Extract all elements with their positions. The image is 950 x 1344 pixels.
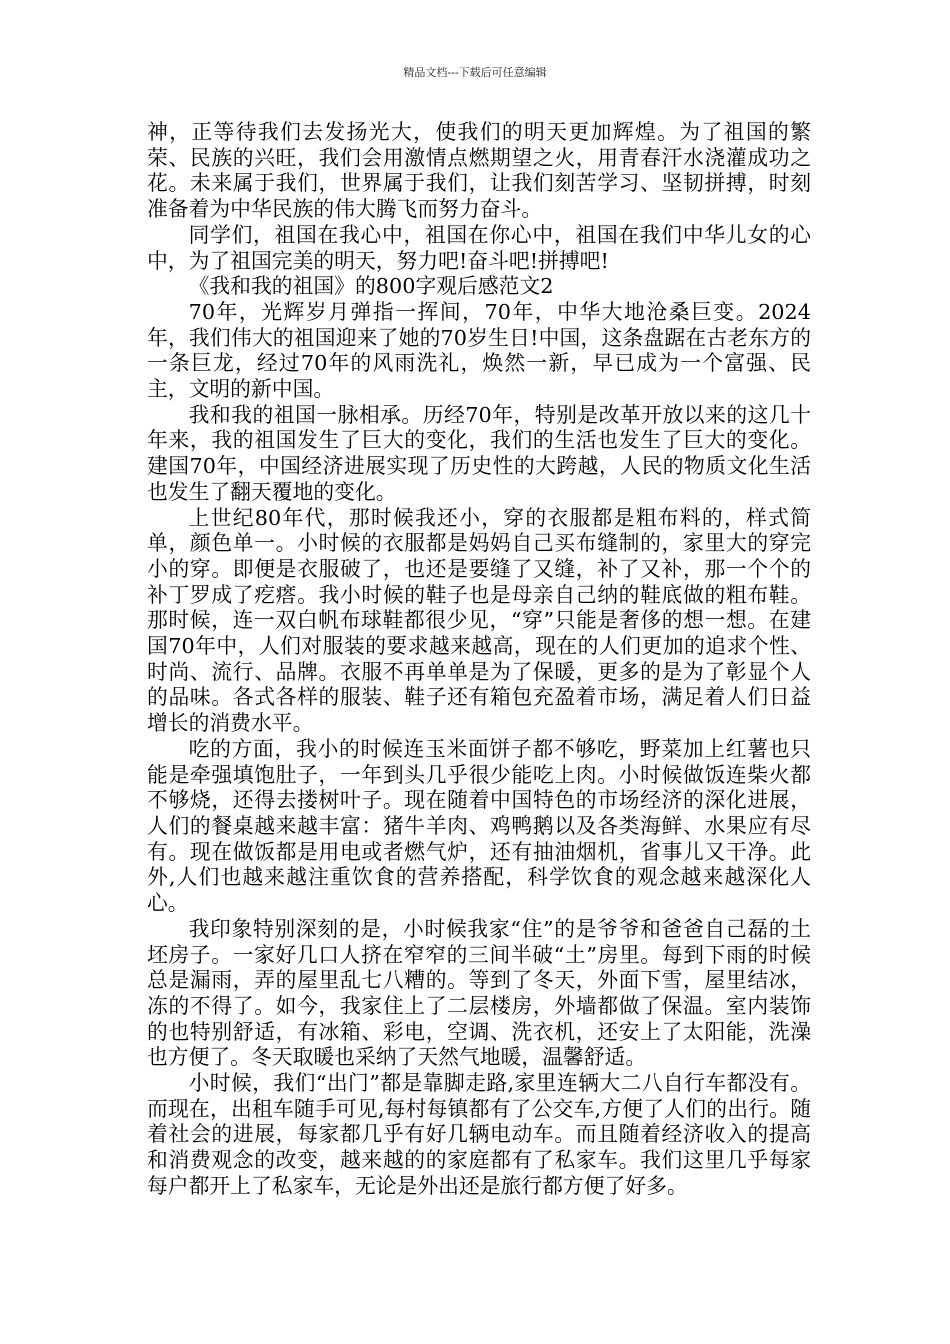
paragraph-6: 吃的方面，我小的时候连玉米面饼子都不够吃，野菜加上红薯也只能是牵强填饱肚子，一年到头几乎很少能吃上肉。小时候做饭连柴火都不够烧，还得去搂树叶子。现在随着中国特色的市场经济的深化进展，人们的餐桌越来越丰富：猪牛羊肉、鸡鸭鹅以及各类海鲜、水果应有尽有。现在做饭都是用电或者燃气炉，还有抽油烟机，省事儿又干净。此外,人们也越来越注重饮食的营养搭配，科学饮食的观念越来越深化人心。 (147, 736, 811, 916)
document-body (147, 120, 811, 1200)
paragraph-1: 神，正等待我们去发扬光大，使我们的明天更加辉煌。为了祖国的繁荣、民族的兴旺，我们会用激情点燃期望之火，用青春汗水浇灌成功之花。未来属于我们，世界属于我们，让我们刻苦学习、坚韧拼搏，时刻准备着为中华民族的伟大腾飞而努力奋斗。 (147, 120, 811, 222)
paragraph-5: 上世纪80年代，那时候我还小，穿的衣服都是粗布料的，样式简单，颜色单一。小时候的衣服都是妈妈自己买布缝制的，家里大的穿完小的穿。即便是衣服破了，也还是要缝了又缝，补了又补，那一个个的补丁罗成了疙瘩。我小时候的鞋子也是母亲自己纳的鞋底做的粗布鞋。那时候，连一双白帆布球鞋都很少见，“穿”只能是奢侈的想一想。在建国70年中，人们对服装的要求越来越高，现在的人们更加的追求个性、时尚、流行、品牌。衣服不再单单是为了保暖，更多的是为了彰显个人的品味。各式各样的服装、鞋子还有箱包充盈着市场，满足着人们日益增长的消费水平。 (147, 505, 811, 736)
paragraph-3: 70年，光辉岁月弹指一挥间，70年，中华大地沧桑巨变。2024年，我们伟大的祖国迎来了她的70岁生日!中国，这条盘踞在古老东方的一条巨龙，经过70年的风雨洗礼，焕然一新，早已成为一个富强、民主，文明的新中国。 (147, 299, 811, 402)
paragraph-8: 小时候，我们“出门”都是靠脚走路,家里连辆大二八自行车都没有。而现在，出租车随手可见,每村每镇都有了公交车,方便了人们的出行。随着社会的进展，每家都几乎有好几辆电动车。而且随着经济收入的提高和消费观念的改变，越来越的的家庭都有了私家车。我们这里几乎每家每户都开上了私家车，无论是外出还是旅行都方便了好多。 (147, 1071, 811, 1198)
paragraph-4: 我和我的祖国一脉相承。历经70年，特别是改革开放以来的这几十年来，我的祖国发生了巨大的变化，我们的生活也发生了巨大的变化。建国70年，中国经济进展实现了历史性的大跨越，人民的物质文化生活也发生了翻天覆地的变化。 (147, 402, 811, 504)
paragraph-2: 同学们，祖国在我心中，祖国在你心中，祖国在我们中华儿女的心中，为了祖国完美的明天，努力吧!奋斗吧!拼搏吧! (147, 222, 811, 273)
page-header: 精品文档---下载后可任意编辑 (403, 66, 547, 79)
paragraph-7: 我印象特别深刻的是，小时候我家“住”的是爷爷和爸爸自己磊的土坯房子。一家好几口人挤在窄窄的三间半破“土”房里。每到下雨的时候总是漏雨，弄的屋里乱七八糟的。等到了冬天，外面下雪，屋里结冰，冻的不得了。如今，我家住上了二层楼房，外墙都做了保温。室内装饰的也特别舒适，有冰箱、彩电，空调、洗衣机，还安上了太阳能，洗澡也方便了。冬天取暖也采纳了天然气地暖，温馨舒适。 (147, 916, 811, 1070)
section-title: 《我和我的祖国》的800字观后感范文2 (188, 274, 554, 299)
